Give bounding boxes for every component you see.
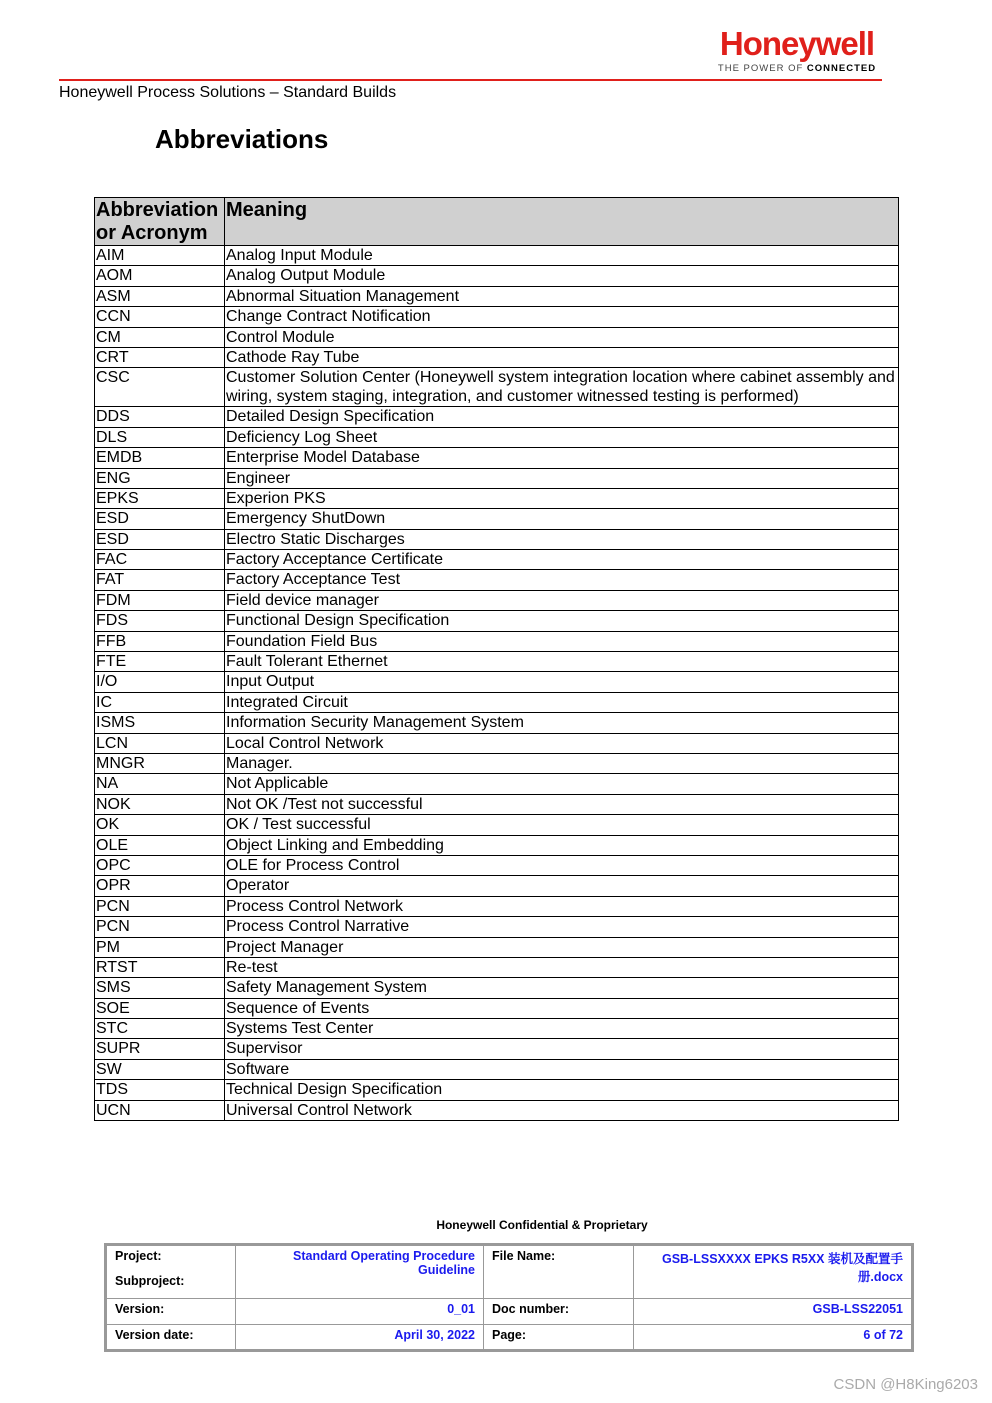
meaning-cell: Electro Static Discharges: [225, 529, 899, 549]
table-row: [95, 427, 899, 447]
table-row: [95, 570, 899, 590]
meaning-cell: Analog Input Module: [225, 246, 899, 266]
abbreviation-cell: FFB: [95, 631, 225, 651]
meaning-cell: Cathode Ray Tube: [225, 347, 899, 367]
table-row: [95, 896, 899, 916]
table-row: [95, 448, 899, 468]
meaning-cell: Detailed Design Specification: [225, 407, 899, 427]
meaning-cell: Universal Control Network: [225, 1100, 899, 1120]
abbreviation-cell: FAT: [95, 570, 225, 590]
abbreviation-cell: I/O: [95, 672, 225, 692]
abbreviation-cell: AOM: [95, 266, 225, 286]
meaning-cell: Process Control Network: [225, 896, 899, 916]
meaning-cell: Factory Acceptance Test: [225, 570, 899, 590]
table-row: [95, 937, 899, 957]
project-value: Standard Operating Procedure Guideline: [236, 1245, 484, 1299]
table-row: [95, 713, 899, 733]
abbreviation-cell: OLE: [95, 835, 225, 855]
column-header-meaning: Meaning: [225, 198, 899, 246]
abbreviation-cell: CCN: [95, 307, 225, 327]
abbreviation-cell: PCN: [95, 917, 225, 937]
table-row: [95, 1059, 899, 1079]
header-rule: [59, 79, 882, 81]
table-row: [95, 246, 899, 266]
abbreviation-cell: EPKS: [95, 488, 225, 508]
meaning-cell: Re-test: [225, 957, 899, 977]
abbreviation-cell: DDS: [95, 407, 225, 427]
abbreviation-cell: NA: [95, 774, 225, 794]
table-row: [95, 1039, 899, 1059]
table-row: [95, 957, 899, 977]
confidential-notice: Honeywell Confidential & Proprietary: [436, 1218, 648, 1232]
table-row: [95, 1100, 899, 1120]
abbreviation-cell: EMDB: [95, 448, 225, 468]
table-row: [95, 347, 899, 367]
file-name-label: File Name:: [484, 1245, 634, 1299]
version-value: 0_01: [236, 1299, 484, 1325]
table-row: [95, 286, 899, 306]
table-row: [95, 917, 899, 937]
subproject-label: Subproject:: [115, 1274, 185, 1288]
page-title: Abbreviations: [155, 124, 329, 154]
doc-number-label: Doc number:: [484, 1299, 634, 1325]
logo-tagline: [712, 63, 882, 74]
abbreviation-cell: RTST: [95, 957, 225, 977]
meaning-cell: Process Control Narrative: [225, 917, 899, 937]
abbreviation-cell: ENG: [95, 468, 225, 488]
abbreviations-table: [94, 197, 899, 1121]
meaning-cell: Field device manager: [225, 590, 899, 610]
table-row: [95, 998, 899, 1018]
meaning-cell: Customer Solution Center (Honeywell system integration location where cabinet assembly and wiring, system staging, integration, and customer witnessed testing is performed): [225, 368, 899, 407]
table-row: [95, 550, 899, 570]
abbreviation-cell: SOE: [95, 998, 225, 1018]
meaning-cell: Local Control Network: [225, 733, 899, 753]
meaning-cell: Not Applicable: [225, 774, 899, 794]
abbreviation-cell: AIM: [95, 246, 225, 266]
meaning-cell: Foundation Field Bus: [225, 631, 899, 651]
abbreviation-cell: CM: [95, 327, 225, 347]
abbreviation-cell: ASM: [95, 286, 225, 306]
table-row: [95, 509, 899, 529]
meaning-cell: Change Contract Notification: [225, 307, 899, 327]
table-row: [95, 368, 899, 407]
meaning-cell: Not OK /Test not successful: [225, 794, 899, 814]
meaning-cell: Enterprise Model Database: [225, 448, 899, 468]
abbreviation-cell: UCN: [95, 1100, 225, 1120]
watermark: CSDN @H8King6203: [833, 1376, 978, 1393]
page-value: 6 of 72: [634, 1325, 913, 1351]
meaning-cell: Emergency ShutDown: [225, 509, 899, 529]
table-row: [95, 774, 899, 794]
meaning-cell: Functional Design Specification: [225, 611, 899, 631]
meaning-cell: Fault Tolerant Ethernet: [225, 652, 899, 672]
meaning-cell: Analog Output Module: [225, 266, 899, 286]
table-row: [95, 855, 899, 875]
abbreviation-cell: TDS: [95, 1080, 225, 1100]
table-row: [95, 794, 899, 814]
abbreviation-cell: NOK: [95, 794, 225, 814]
meaning-cell: Experion PKS: [225, 488, 899, 508]
meaning-cell: Factory Acceptance Certificate: [225, 550, 899, 570]
meaning-cell: Integrated Circuit: [225, 692, 899, 712]
abbreviation-cell: ESD: [95, 529, 225, 549]
version-label: Version:: [106, 1299, 236, 1325]
abbreviation-cell: STC: [95, 1019, 225, 1039]
table-row: [95, 652, 899, 672]
table-row: [95, 529, 899, 549]
abbreviation-cell: ISMS: [95, 713, 225, 733]
abbreviation-cell: PCN: [95, 896, 225, 916]
doc-number-value: GSB-LSS22051: [634, 1299, 913, 1325]
abbreviation-cell: OPC: [95, 855, 225, 875]
meaning-cell: OLE for Process Control: [225, 855, 899, 875]
abbreviation-cell: DLS: [95, 427, 225, 447]
meaning-cell: Deficiency Log Sheet: [225, 427, 899, 447]
meaning-cell: Information Security Management System: [225, 713, 899, 733]
table-row: [95, 1019, 899, 1039]
page-label: Page:: [484, 1325, 634, 1351]
honeywell-logo: [712, 26, 882, 74]
meaning-cell: Project Manager: [225, 937, 899, 957]
table-row: [95, 266, 899, 286]
abbreviation-cell: FAC: [95, 550, 225, 570]
abbreviation-cell: OK: [95, 815, 225, 835]
project-label: Project:: [115, 1249, 162, 1263]
table-row: [95, 753, 899, 773]
table-row: [95, 488, 899, 508]
abbreviation-cell: SW: [95, 1059, 225, 1079]
footer-table: [104, 1243, 914, 1352]
abbreviation-cell: FTE: [95, 652, 225, 672]
abbreviation-cell: SMS: [95, 978, 225, 998]
table-row: [95, 815, 899, 835]
meaning-cell: Software: [225, 1059, 899, 1079]
meaning-cell: Manager.: [225, 753, 899, 773]
abbreviation-cell: FDS: [95, 611, 225, 631]
meaning-cell: Object Linking and Embedding: [225, 835, 899, 855]
abbreviation-cell: OPR: [95, 876, 225, 896]
table-row: [95, 611, 899, 631]
abbreviation-cell: CRT: [95, 347, 225, 367]
abbreviation-cell: PM: [95, 937, 225, 957]
table-row: [95, 590, 899, 610]
meaning-cell: Sequence of Events: [225, 998, 899, 1018]
running-header: Honeywell Process Solutions – Standard Builds: [59, 84, 397, 101]
meaning-cell: Engineer: [225, 468, 899, 488]
abbreviation-cell: ESD: [95, 509, 225, 529]
table-row: [95, 733, 899, 753]
version-date-label: Version date:: [106, 1325, 236, 1351]
column-header-abbreviation: Abbreviation or Acronym: [95, 198, 225, 246]
table-row: [95, 631, 899, 651]
table-row: [95, 307, 899, 327]
abbreviation-cell: SUPR: [95, 1039, 225, 1059]
table-row: [95, 327, 899, 347]
meaning-cell: Control Module: [225, 327, 899, 347]
meaning-cell: OK / Test successful: [225, 815, 899, 835]
logo-brand: Honeywell: [719, 25, 875, 62]
table-row: [95, 468, 899, 488]
meaning-cell: Systems Test Center: [225, 1019, 899, 1039]
meaning-cell: Supervisor: [225, 1039, 899, 1059]
meaning-cell: Abnormal Situation Management: [225, 286, 899, 306]
file-name-value: GSB-LSSXXXX EPKS R5XX 装机及配置手册.docx: [634, 1245, 913, 1299]
abbreviation-cell: IC: [95, 692, 225, 712]
abbreviation-cell: CSC: [95, 368, 225, 407]
table-row: [95, 407, 899, 427]
tagline-a: THE POWER OF: [717, 63, 807, 74]
version-date-value: April 30, 2022: [236, 1325, 484, 1351]
meaning-cell: Input Output: [225, 672, 899, 692]
table-row: [95, 978, 899, 998]
table-row: [95, 672, 899, 692]
meaning-cell: Safety Management System: [225, 978, 899, 998]
table-row: [95, 692, 899, 712]
table-row: [95, 876, 899, 896]
meaning-cell: Technical Design Specification: [225, 1080, 899, 1100]
meaning-cell: Operator: [225, 876, 899, 896]
table-row: [95, 1080, 899, 1100]
abbreviation-cell: LCN: [95, 733, 225, 753]
table-row: [95, 835, 899, 855]
abbreviation-cell: FDM: [95, 590, 225, 610]
tagline-b: CONNECTED: [806, 63, 877, 74]
abbreviation-cell: MNGR: [95, 753, 225, 773]
